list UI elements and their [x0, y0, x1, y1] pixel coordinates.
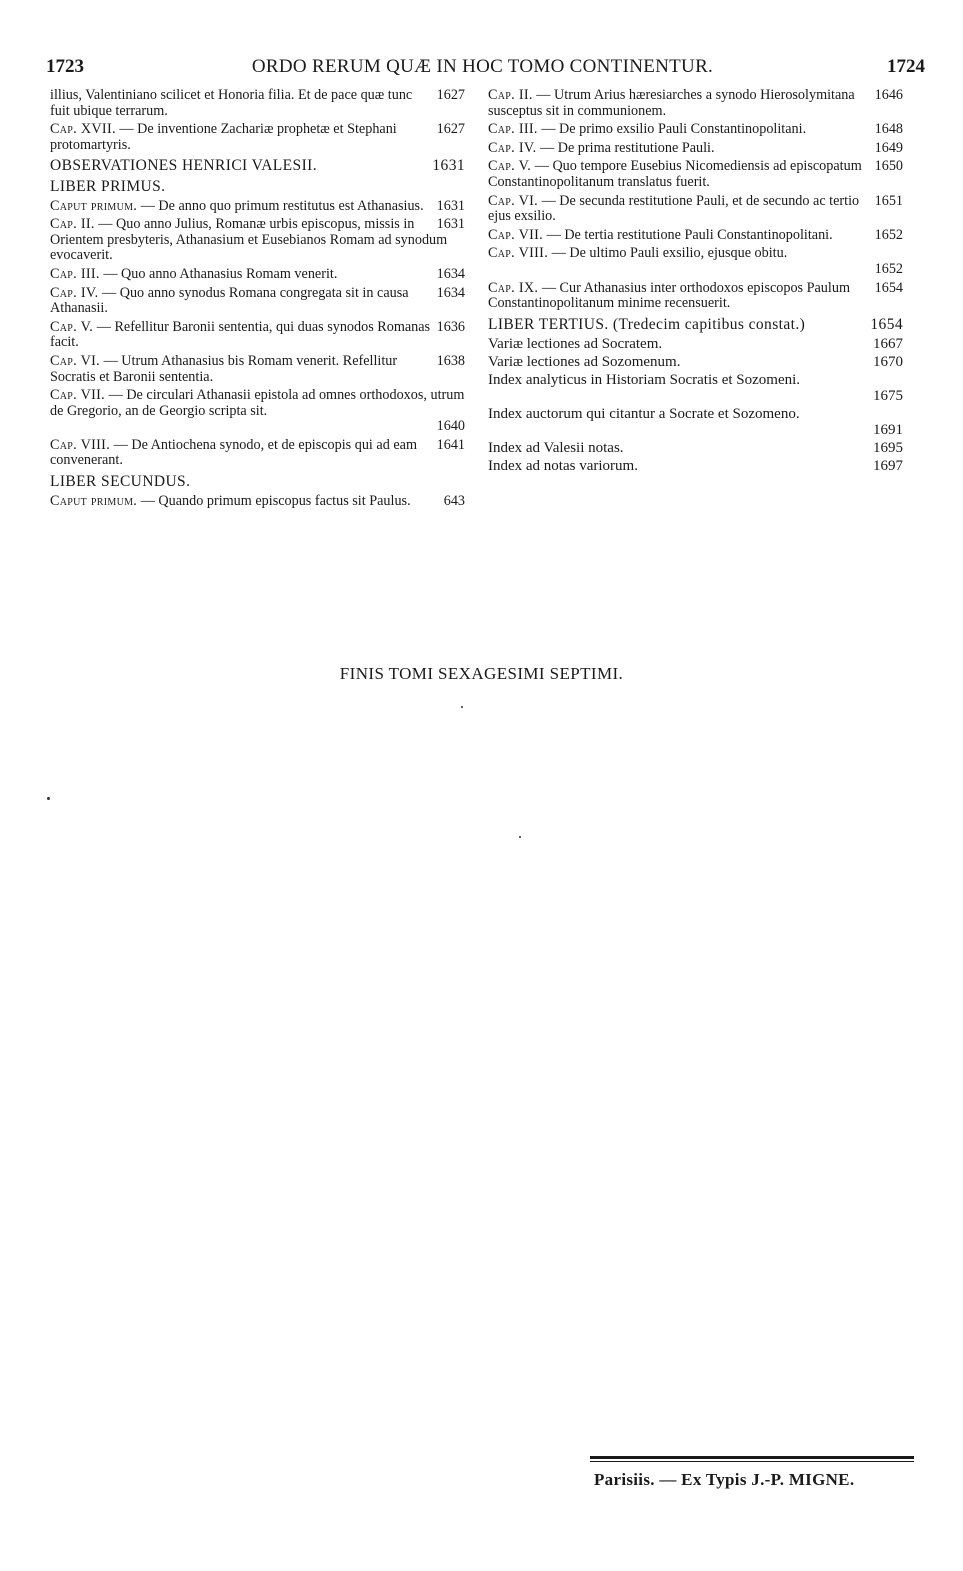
entry-text: — Utrum Arius hæresiarches a synodo Hierosolymitana susceptus sit in communionem.	[488, 87, 855, 119]
entry-text: illius, Valentiniano scilicet et Honoria filia. Et de pace quæ tunc fuit ubique terrarum.	[50, 87, 413, 119]
entry-text: LIBER TERTIUS. (Tredecim capitibus constat.)	[488, 315, 806, 333]
index-entry	[488, 440, 903, 456]
page-ref: 1650	[874, 158, 903, 175]
entry-text: Variæ lectiones ad Sozomenum.	[488, 354, 681, 371]
entry-text: LIBER SECUNDUS.	[50, 473, 191, 491]
page-ref: 1627	[436, 87, 465, 103]
toc-entry	[488, 122, 903, 138]
print-speck	[519, 836, 521, 838]
right-column	[488, 88, 903, 476]
page-ref: 1631	[432, 157, 465, 175]
chapter-label: Cap. II.	[50, 216, 95, 233]
toc-entry	[50, 199, 465, 215]
chapter-label: Cap. IV.	[488, 139, 537, 156]
page-ref: 1648	[874, 121, 903, 138]
entry-text: — Quo anno synodus Romana congregata sit in causa Athanasii.	[50, 284, 409, 317]
entry-text: Variæ lectiones ad Socratem.	[488, 336, 663, 353]
toc-entry	[50, 388, 465, 435]
page-ref: 1638	[436, 352, 465, 369]
page-ref: 1627	[436, 121, 465, 138]
page-ref: 1631	[436, 197, 465, 214]
chapter-label: Cap. II.	[488, 87, 533, 103]
entry-text: Index ad Valesii notas.	[488, 440, 624, 457]
chapter-label: Caput primum.	[50, 197, 138, 214]
entry-text: — Cur Athanasius inter orthodoxos episcopos Paulum Constantinopolitanum minime recensuerit.	[488, 279, 850, 312]
entry-text: LIBER PRIMUS.	[50, 177, 166, 195]
chapter-label: Cap. V.	[50, 318, 94, 335]
toc-entry	[50, 217, 465, 264]
entry-text: — De inventione Zachariæ prophetæ et Stephani protomartyris.	[50, 121, 397, 153]
entry-text: OBSERVATIONES HENRICI VALESII.	[50, 157, 317, 175]
finis-line: FINIS TOMI SEXAGESIMI SEPTIMI.	[339, 664, 624, 683]
toc-entry	[50, 494, 465, 510]
print-speck	[47, 797, 50, 800]
chapter-label: Cap. III.	[50, 265, 100, 282]
toc-entry	[488, 246, 903, 277]
toc-entry	[488, 88, 903, 119]
page-ref: 1652	[874, 226, 903, 243]
toc-entry	[50, 267, 465, 283]
section-heading	[50, 158, 465, 174]
printer-imprint: Parisiis. — Ex Typis J.-P. MIGNE.	[594, 1470, 855, 1489]
toc-entry	[50, 286, 465, 317]
running-title: ORDO RERUM QUÆ IN HOC TOMO CONTINENTUR.	[251, 56, 714, 77]
entry-text: — De anno quo primum restitutus est Athanasius.	[140, 197, 424, 214]
section-heading	[50, 179, 465, 195]
page-ref: 1649	[874, 139, 903, 156]
page-ref: 1641	[436, 436, 465, 453]
chapter-label: Cap. VII.	[488, 226, 544, 243]
entry-text: — Quo tempore Eusebius Nicomediensis ad episcopatum Constantinopolitanum translatus fuerit.	[488, 158, 862, 190]
page-ref: 1654	[870, 315, 903, 333]
entry-text: — De secunda restitutione Pauli, et de secundo ac tertio ejus exsilio.	[488, 192, 860, 225]
page-number-right: 1724	[887, 56, 925, 77]
toc-entry	[488, 281, 903, 312]
page-ref: 1695	[873, 440, 903, 457]
page-ref: 1651	[874, 192, 903, 209]
entry-text: Index analyticus in Historiam Socratis et Sozomeni.	[488, 372, 801, 389]
toc-entry	[50, 354, 465, 385]
section-heading	[50, 474, 465, 490]
page-ref: 1640	[436, 418, 465, 435]
entry-text: — Utrum Athanasius bis Romam venerit. Refellitur Socratis et Baronii sententia.	[50, 352, 398, 385]
toc-entry	[488, 194, 903, 225]
page-ref: 1636	[436, 318, 465, 335]
index-entry	[488, 336, 903, 352]
page-number-left: 1723	[46, 56, 84, 77]
page-ref: 1667	[873, 336, 903, 353]
entry-text: — De tertia restitutione Pauli Constantinopolitani.	[546, 226, 833, 243]
print-speck	[461, 706, 463, 708]
page-ref: 1670	[873, 354, 903, 371]
section-heading	[488, 317, 903, 333]
entry-text: — De primo exsilio Pauli Constantinopolitani.	[541, 121, 807, 138]
chapter-label: Cap. IV.	[50, 284, 99, 301]
page-ref: 1631	[436, 216, 465, 233]
left-column	[50, 88, 465, 512]
entry-text: Index ad notas variorum.	[488, 458, 638, 475]
chapter-label: Cap. III.	[488, 121, 538, 138]
entry-text: — De Antiochena synodo, et de episcopis qui ad eam convenerant.	[50, 436, 417, 469]
toc-entry	[50, 88, 465, 119]
entry-text: — De circulari Athanasii epistola ad omnes orthodoxos, utrum de Gregorio, an de Georgio scripta sit.	[50, 387, 465, 419]
chapter-label: Caput primum.	[50, 492, 138, 509]
index-entry	[488, 406, 903, 438]
chapter-label: Cap. IX.	[488, 279, 539, 296]
toc-entry	[488, 141, 903, 157]
running-header	[40, 56, 925, 82]
imprint-rule-thick	[590, 1456, 914, 1459]
entry-text: — Refellitur Baronii sententia, qui duas synodos Romanas facit.	[50, 318, 431, 351]
chapter-label: Cap. VII.	[50, 387, 106, 404]
index-entry	[488, 458, 903, 474]
page-ref: 1654	[874, 279, 903, 296]
chapter-label: Cap. XVII.	[50, 121, 116, 138]
page-ref: 1691	[873, 422, 903, 439]
page-ref: 1646	[874, 87, 903, 103]
entry-text: — Quando primum episcopus factus sit Paulus.	[140, 492, 411, 509]
chapter-label: Cap. VI.	[488, 192, 539, 209]
page-ref: 1634	[436, 265, 465, 282]
page-ref: 643	[443, 492, 465, 509]
chapter-label: Cap. VIII.	[488, 245, 549, 262]
toc-entry	[50, 320, 465, 351]
toc-entry	[488, 228, 903, 244]
index-entry	[488, 372, 903, 404]
chapter-label: Cap. VIII.	[50, 436, 111, 453]
toc-entry	[488, 159, 903, 190]
toc-entry	[50, 122, 465, 153]
entry-text: — De ultimo Pauli exsilio, ejusque obitu.	[551, 245, 788, 262]
entry-text: — Quo anno Athanasius Romam venerit.	[103, 265, 338, 282]
index-entry	[488, 354, 903, 370]
entry-text: — Quo anno Julius, Romanæ urbis episcopus, missis in Orientem presbyteris, Athanasium et Eusebianos Romam ad synodum evocaverit.	[50, 216, 448, 264]
entry-text: — De prima restitutione Pauli.	[539, 139, 715, 156]
imprint-rule-thin	[590, 1461, 914, 1462]
toc-entry	[50, 438, 465, 469]
chapter-label: Cap. V.	[488, 158, 532, 175]
chapter-label: Cap. VI.	[50, 352, 101, 369]
entry-text: Index auctorum qui citantur a Socrate et Sozomeno.	[488, 406, 800, 423]
page-ref: 1652	[874, 260, 903, 277]
page-ref: 1675	[873, 388, 903, 405]
page-ref: 1634	[436, 284, 465, 301]
page-ref: 1697	[873, 458, 903, 475]
